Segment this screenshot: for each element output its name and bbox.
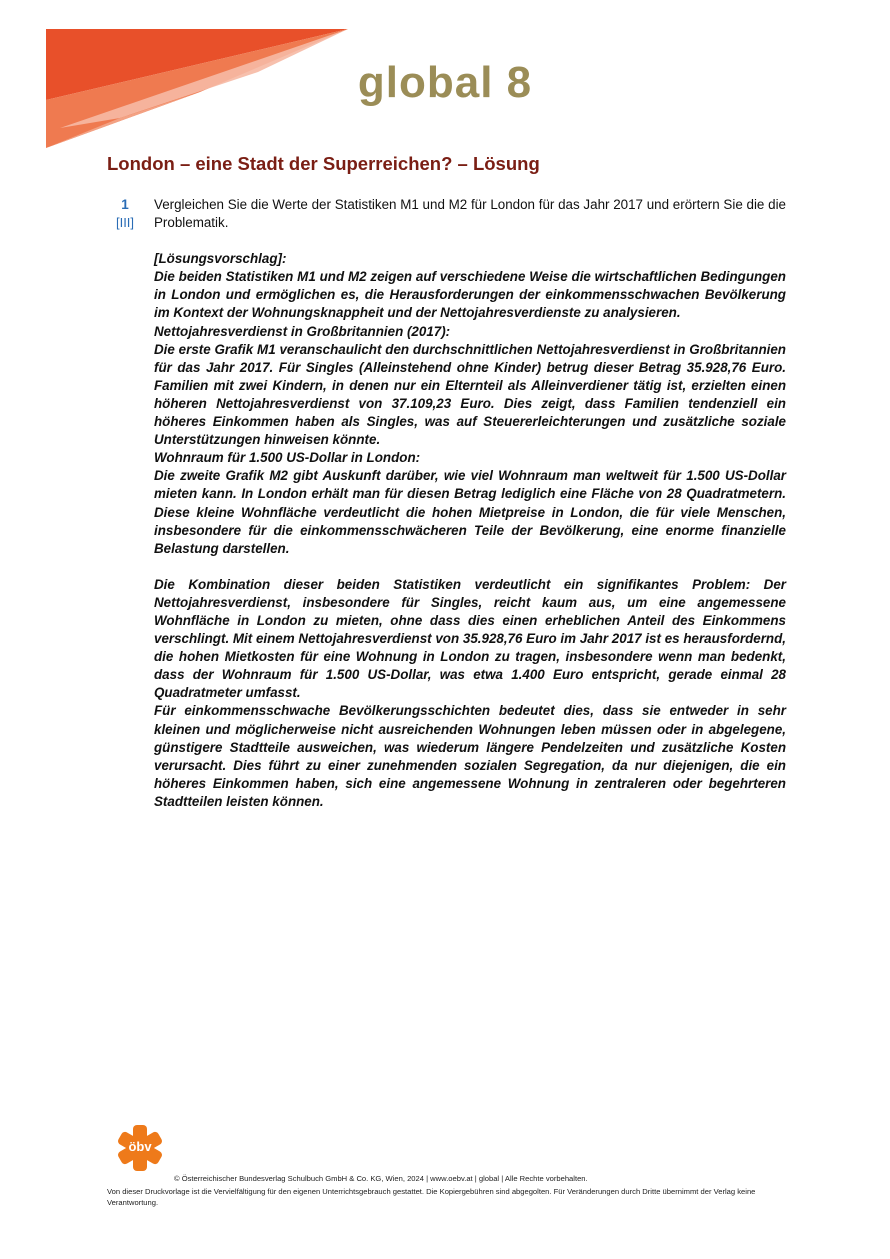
answer-paragraph-consequences: Für einkommensschwache Bevölkerungsschichten bedeutet dies, dass sie entweder in sehr kleinen und möglicherweise nicht ausreichenden Wohnungen leben müssen oder in abgelegene, günstigere Stadtteile ausweichen, was wiederum längere Pendelzeiten und zusätzliche Kosten verursacht. Dies führt zu einer zunehmenden sozialen Segregation, da nur diejenigen, die ein höheres Einkommen haben, sich eine angemessene Wohnung in zentraleren oder begehrteren Stadtteilen leisten können. <box>154 703 786 809</box>
task-number: 1 <box>121 197 129 212</box>
task-body <box>154 196 786 811</box>
task-prompt: Vergleichen Sie die Werte der Statistiken M1 und M2 für London für das Jahr 2017 und erörtern Sie die die Problematik. <box>154 197 786 231</box>
answer-intro: Die beiden Statistiken M1 und M2 zeigen auf verschiedene Weise die wirtschaftlichen Bedingungen in London und ermöglichen es, die Herausforderungen der einkommensschwachen Bevölkerung im Kontext der Wohnungsknappheit und der Nettojahresverdienste zu analysieren. <box>154 269 786 321</box>
paragraph-spacer <box>154 558 786 576</box>
answer-paragraph-m1: Die erste Grafik M1 veranschaulicht den durchschnittlichen Nettojahresverdienst in Großbritannien für das Jahr 2017. Für Singles (Alleinstehend ohne Kinder) betrug dieser Betrag 35.928,76 Euro. Familien mit zwei Kindern, in denen nur ein Elternteil als Alleinverdiener tätig ist, erzielten einen höheren Nettojahresverdienst von 37.109,23 Euro. Dies zeigt, dass Familien tendenziell ein höheres Einkommen haben als Singles, was auf Steuererleichterungen und zusätzliche soziale Unterstützungen hinweisen könnte. <box>154 341 786 448</box>
answer-label: [Lösungsvorschlag]: <box>154 251 287 267</box>
brand-title: global 8 <box>357 58 533 107</box>
answer-heading-m2: Wohnraum für 1.500 US-Dollar in London: <box>154 450 421 466</box>
oebv-logo-text: öbv <box>128 1139 152 1154</box>
answer-paragraph-combination: Die Kombination dieser beiden Statistiken verdeutlicht ein signifikantes Problem: Der Nettojahresverdienst, insbesondere für Singles, reicht kaum aus, um eine angemessene Wohnfläche in London zu mieten, ohne dass dies einen erheblichen Anteil des Einkommens verschlingt. Mit einem Nettojahresverdienst von 35.928,76 Euro im Jahr 2017 ist es herausfordernd, die hohen Mietkosten für eine Wohnung in London zu tragen, insbesondere wenn man bedenkt, dass der Wohnraum für 1.500 US-Dollar, was etwa 1.400 Euro entspricht, gerade einmal 28 Quadratmeter umfasst. <box>154 576 786 701</box>
footer-copyright: © Österreichischer Bundesverlag Schulbuch GmbH & Co. KG, Wien, 2024 | www.oebv.at | global | Alle Rechte vorbehalten. <box>174 1174 588 1183</box>
answer-paragraph-m2: Die zweite Grafik M2 gibt Auskunft darüber, wie viel Wohnraum man weltweit für 1.500 US-Dollar mieten kann. In London erhält man für diesen Betrag lediglich eine Fläche von 28 Quadratmetern. Diese kleine Wohnfläche verdeutlicht die hohen Mietpreise in London, die für viele Menschen, insbesondere für die einkommensschwächeren Teile der Bevölkerung, eine enorme finanzielle Belastung darstellen. <box>154 468 786 556</box>
task-level: [III] <box>115 215 135 230</box>
oebv-logo <box>118 1125 162 1171</box>
page-title: London – eine Stadt der Superreichen? – Lösung <box>107 153 540 174</box>
answer-heading-m1: Nettojahresverdienst in Großbritannien (2017): <box>154 323 451 339</box>
footer-disclaimer: Von dieser Druckvorlage ist die Vervielfältigung für den eigenen Unterrichtsgebrauch gestattet. Die Kopiergebühren sind abgegolten. Für Veränderungen durch Dritte übernimmt der Verlag keine Verantwortung. <box>107 1187 756 1207</box>
